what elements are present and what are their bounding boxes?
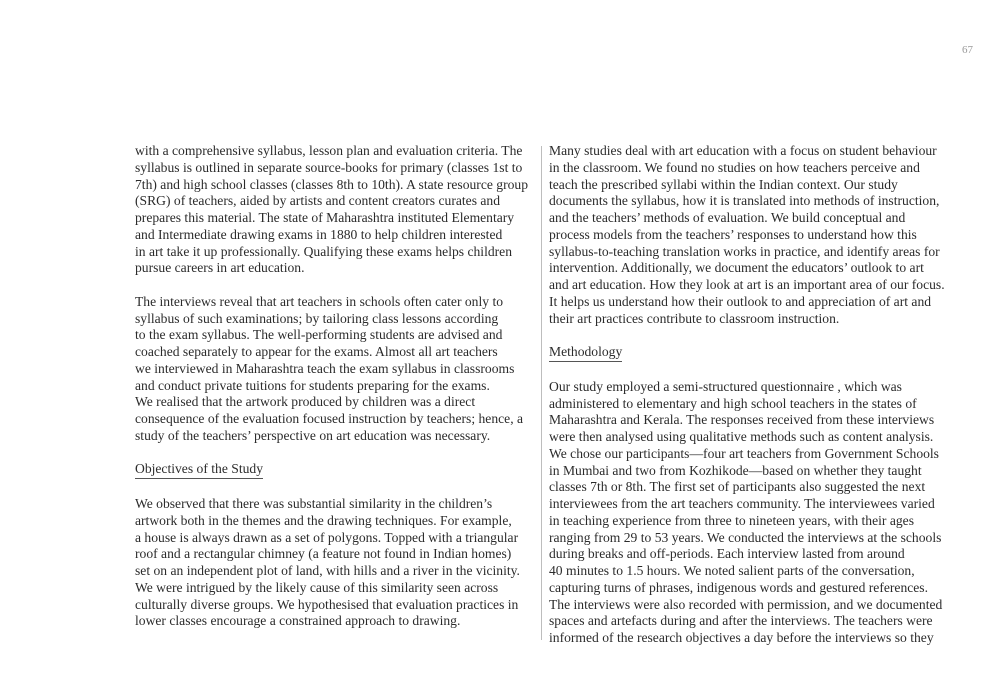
left-paragraph-1	[135, 143, 539, 277]
text-line: their art practices contribute to classroom instruction.	[549, 310, 840, 326]
text-line: Many studies deal with art education with a focus on student behaviour	[549, 143, 937, 158]
text-line: to the exam syllabus. The well-performing students are advised and	[135, 327, 503, 343]
text-line: were then analysed using qualitative methods such as content analysis.	[549, 429, 934, 444]
text-line: and art education. How they look at art is an important area of our focus.	[549, 277, 945, 292]
text-line: in Mumbai and two from Kozhikode—based on whether they taught	[549, 462, 922, 478]
text-line: with a comprehensive syllabus, lesson plan and evaluation criteria. The	[135, 143, 523, 158]
text-line: culturally diverse groups. We hypothesised that evaluation practices in	[135, 596, 519, 612]
text-line: roof and a rectangular chimney (a feature not found in Indian homes)	[135, 546, 512, 562]
text-line: process models from the teachers’ responses to understand how this	[549, 226, 917, 242]
section-heading-methodology: Methodology	[549, 344, 622, 362]
text-line: We observed that there was substantial similarity in the children’s	[135, 496, 493, 511]
text-line: we interviewed in Maharashtra teach the exam syllabus in classrooms	[135, 360, 515, 376]
left-column	[135, 143, 539, 647]
text-line: Maharashtra and Kerala. The responses received from these interviews	[549, 412, 935, 428]
text-line: 40 minutes to 1.5 hours. We noted salient parts of the conversation,	[549, 563, 915, 578]
text-line: intervention. Additionally, we document the educators’ outlook to art	[549, 260, 924, 276]
text-line: (SRG) of teachers, aided by artists and content creators curates and	[135, 193, 501, 209]
text-line: syllabus-to-teaching translation works in practice, and identify areas for	[549, 243, 940, 259]
text-line: study of the teachers’ perspective on art education was necessary.	[135, 427, 491, 443]
text-line: in teaching experience from three to nineteen years, with their ages	[549, 512, 914, 528]
text-line: spaces and artefacts during and after the interviews. The teachers were	[549, 613, 933, 629]
text-line: pursue careers in art education.	[135, 260, 305, 276]
text-line: The interviews reveal that art teachers in schools often cater only to	[135, 293, 504, 309]
text-line: We were intrigued by the likely cause of this similarity seen across	[135, 579, 499, 595]
text-line: ranging from 29 to 53 years. We conducted the interviews at the schools	[549, 529, 942, 545]
text-line: and conduct private tuitions for students preparing for the exams.	[135, 377, 490, 393]
text-line: a house is always drawn as a set of polygons. Topped with a triangular	[135, 529, 519, 545]
text-line: in the classroom. We found no studies on how teachers perceive and	[549, 159, 920, 175]
text-line: The interviews were also recorded with permission, and we documented	[549, 596, 943, 612]
text-line: 7th) and high school classes (classes 8th to 10th). A state resource group	[135, 176, 529, 192]
text-line: syllabus is outlined in separate source-books for primary (classes 1st to	[135, 159, 523, 175]
text-line: documents the syllabus, how it is translated into methods of instruction,	[549, 193, 940, 209]
column-divider	[541, 146, 542, 640]
text-line: coached separately to appear for the exams. Almost all art teachers	[135, 344, 498, 359]
text-line: consequence of the evaluation focused instruction by teachers; hence, a	[135, 411, 524, 426]
text-line: and Intermediate drawing exams in 1880 to help children interested	[135, 226, 503, 242]
text-line: We chose our participants—four art teachers from Government Schools	[549, 445, 939, 461]
right-paragraph-2	[549, 379, 961, 647]
text-line: syllabus of such examinations; by tailoring class lessons according	[135, 310, 499, 326]
text-line: Our study employed a semi-structured questionnaire , which was	[549, 378, 902, 394]
text-line: classes 7th or 8th. The first set of participants also suggested the next	[549, 479, 926, 495]
left-paragraph-2	[135, 294, 539, 445]
text-line: It helps us understand how their outlook to and appreciation of art and	[549, 293, 932, 309]
text-line: We realised that the artwork produced by children was a direct	[135, 394, 476, 410]
text-line: capturing turns of phrases, indigenous words and gestured references.	[549, 579, 928, 595]
right-column	[549, 143, 961, 664]
text-line: informed of the research objectives a day before the interviews so they	[549, 630, 934, 645]
section-heading-objectives: Objectives of the Study	[135, 461, 263, 479]
text-line: interviewees from the art teachers community. The interviewees varied	[549, 496, 935, 511]
text-line: lower classes encourage a constrained approach to drawing.	[135, 613, 461, 629]
text-line: artwork both in the themes and the drawing techniques. For example,	[135, 512, 512, 528]
text-line: during breaks and off-periods. Each interview lasted from around	[549, 546, 905, 562]
text-line: teach the prescribed syllabi within the Indian context. Our study	[549, 176, 898, 192]
text-line: and the teachers’ methods of evaluation. We build conceptual and	[549, 210, 906, 225]
right-paragraph-1	[549, 143, 961, 327]
text-line: administered to elementary and high school teachers in the states of	[549, 395, 917, 411]
text-line: set on an independent plot of land, with hills and a river in the vicinity.	[135, 563, 520, 578]
text-line: in art take it up professionally. Qualifying these exams helps children	[135, 243, 513, 259]
left-paragraph-3	[135, 496, 539, 630]
text-line: prepares this material. The state of Maharashtra instituted Elementary	[135, 210, 515, 225]
page-number: 67	[962, 44, 973, 56]
